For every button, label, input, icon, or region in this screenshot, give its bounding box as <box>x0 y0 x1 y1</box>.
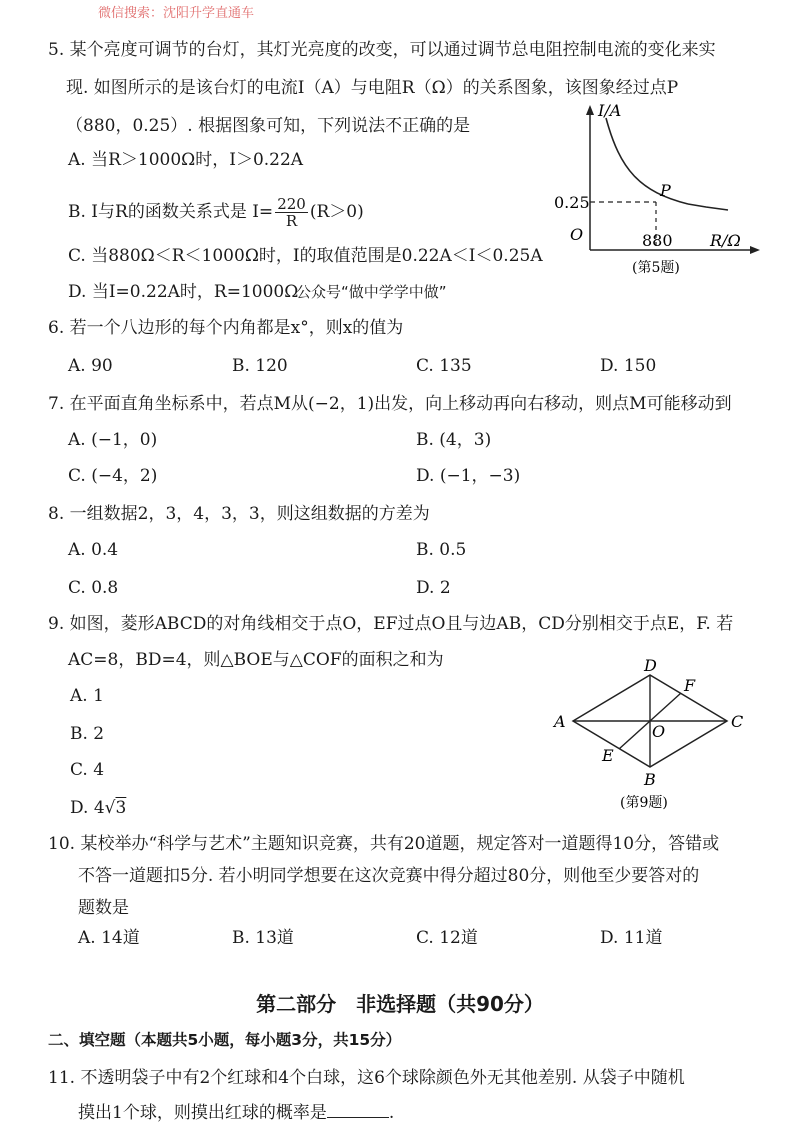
q6-option-c: C. 135 <box>416 356 472 376</box>
q6-stem: 6. 若一个八边形的每个内角都是x°，则x的值为 <box>48 318 404 338</box>
q7-option-c: C. (−4，2) <box>68 466 158 486</box>
q9-label-e: E <box>602 746 614 765</box>
q11-line2 <box>78 1102 394 1123</box>
q5-point-label: P <box>660 181 671 200</box>
q9-option-d-prefix: D. 4 <box>70 798 105 818</box>
q6-option-a: A. 90 <box>68 356 113 376</box>
q10-line1: 10. 某校举办“科学与艺术”主题知识竞赛，共有20道题，规定答对一道题得10分，答错或 <box>48 834 720 854</box>
q11-answer-blank[interactable] <box>327 1102 389 1118</box>
q6-option-b: B. 120 <box>232 356 288 376</box>
q5-y-tick: 0.25 <box>554 193 590 212</box>
q9-caption: (第9题) <box>620 795 668 811</box>
q9-sqrt-radicand: 3 <box>115 798 127 818</box>
q7-stem: 7. 在平面直角坐标系中，若点M从(−2，1)出发，向上移动再向右移动，则点M可能移动到 <box>48 394 732 414</box>
q7-option-a: A. (−1，0) <box>68 430 158 450</box>
q9-option-b: B. 2 <box>70 724 105 744</box>
q11-end-mark: . <box>388 1103 395 1123</box>
q5-option-d: D. 当I=0.22A时，R=1000Ω <box>68 282 299 302</box>
q5-option-b-prefix: B. I与R的函数关系式是 I= <box>68 202 274 222</box>
q9-label-o: O <box>652 722 666 741</box>
q10-option-b: B. 13道 <box>232 928 294 948</box>
q5-option-b <box>68 192 364 232</box>
q5-ylabel: I/A <box>598 101 622 120</box>
q9-label-b: B <box>644 770 656 789</box>
q5-fraction-numerator: 220 <box>277 195 306 213</box>
q9-label-a: A <box>554 712 566 731</box>
q7-option-b: B. (4，3) <box>416 430 492 450</box>
q9-sqrt-sign: √ <box>104 798 116 818</box>
q6-option-d: D. 150 <box>600 356 657 376</box>
q5-note: 公众号“做中学学中做” <box>296 283 447 301</box>
q5-figure <box>540 100 770 285</box>
q5-line2: 现. 如图所示的是该台灯的电流I（A）与电阻R（Ω）的关系图象，该图象经过点P <box>66 78 679 98</box>
q11-line2-text: 摸出1个球，则摸出红球的概率是 <box>78 1103 327 1123</box>
q9-line2: AC=8，BD=4，则△BOE与△COF的面积之和为 <box>68 650 444 670</box>
q9-figure <box>540 655 760 815</box>
q9-line1: 9. 如图，菱形ABCD的对角线相交于点O，EF过点O且与边AB，CD分别相交于点E，F. 若 <box>48 614 734 634</box>
q5-option-a: A. 当R＞1000Ω时，I＞0.22A <box>68 150 304 170</box>
q5-x-arrow <box>750 246 760 254</box>
q5-option-b-fraction <box>275 196 308 229</box>
q7-option-d: D. (−1，−3) <box>416 466 521 486</box>
q5-line3: （880，0.25）. 根据图象可知，下列说法不正确的是 <box>66 116 471 136</box>
q5-caption: (第5题) <box>632 260 680 276</box>
q5-curve-tail <box>688 204 728 210</box>
q10-option-d: D. 11道 <box>600 928 663 948</box>
fill-section-header: 二、填空题（本题共5小题，每小题3分，共15分） <box>48 1031 402 1049</box>
q5-option-c: C. 当880Ω＜R＜1000Ω时，I的取值范围是0.22A＜I＜0.25A <box>68 246 543 266</box>
q10-option-c: C. 12道 <box>416 928 478 948</box>
q10-line2: 不答一道题扣5分. 若小明同学想要在这次竞赛中得分超过80分，则他至少要答对的 <box>78 866 700 886</box>
q5-option-b-suffix: (R＞0) <box>309 202 364 222</box>
q5-fraction-denominator: R <box>285 212 298 230</box>
q8-stem: 8. 一组数据2，3，4，3，3，则这组数据的方差为 <box>48 504 430 524</box>
q9-option-d <box>70 798 126 818</box>
q9-option-c: C. 4 <box>70 760 105 780</box>
q9-option-a: A. 1 <box>70 686 104 706</box>
q5-y-arrow <box>586 105 594 115</box>
watermark: 微信搜索：沈阳升学直通车 <box>98 6 255 21</box>
q8-option-b: B. 0.5 <box>416 540 467 560</box>
q5-curve <box>606 118 688 204</box>
q5-line1: 5. 某个亮度可调节的台灯，其灯光亮度的改变，可以通过调节总电阻控制电流的变化来实 <box>48 40 716 60</box>
part2-title: 第二部分 非选择题（共90分） <box>256 992 544 1016</box>
q8-option-a: A. 0.4 <box>68 540 119 560</box>
q9-label-c: C <box>731 712 744 731</box>
q8-option-c: C. 0.8 <box>68 578 119 598</box>
q10-line3: 题数是 <box>78 898 129 918</box>
q9-label-f: F <box>684 676 696 695</box>
q5-origin: O <box>570 225 584 244</box>
q9-label-d: D <box>644 656 657 675</box>
q5-xlabel: R/Ω <box>710 231 741 250</box>
q8-option-d: D. 2 <box>416 578 451 598</box>
q5-x-tick: 880 <box>642 231 673 250</box>
q10-option-a: A. 14道 <box>78 928 140 948</box>
q11-line1: 11. 不透明袋子中有2个红球和4个白球，这6个球除颜色外无其他差别. 从袋子中随机 <box>48 1068 685 1088</box>
